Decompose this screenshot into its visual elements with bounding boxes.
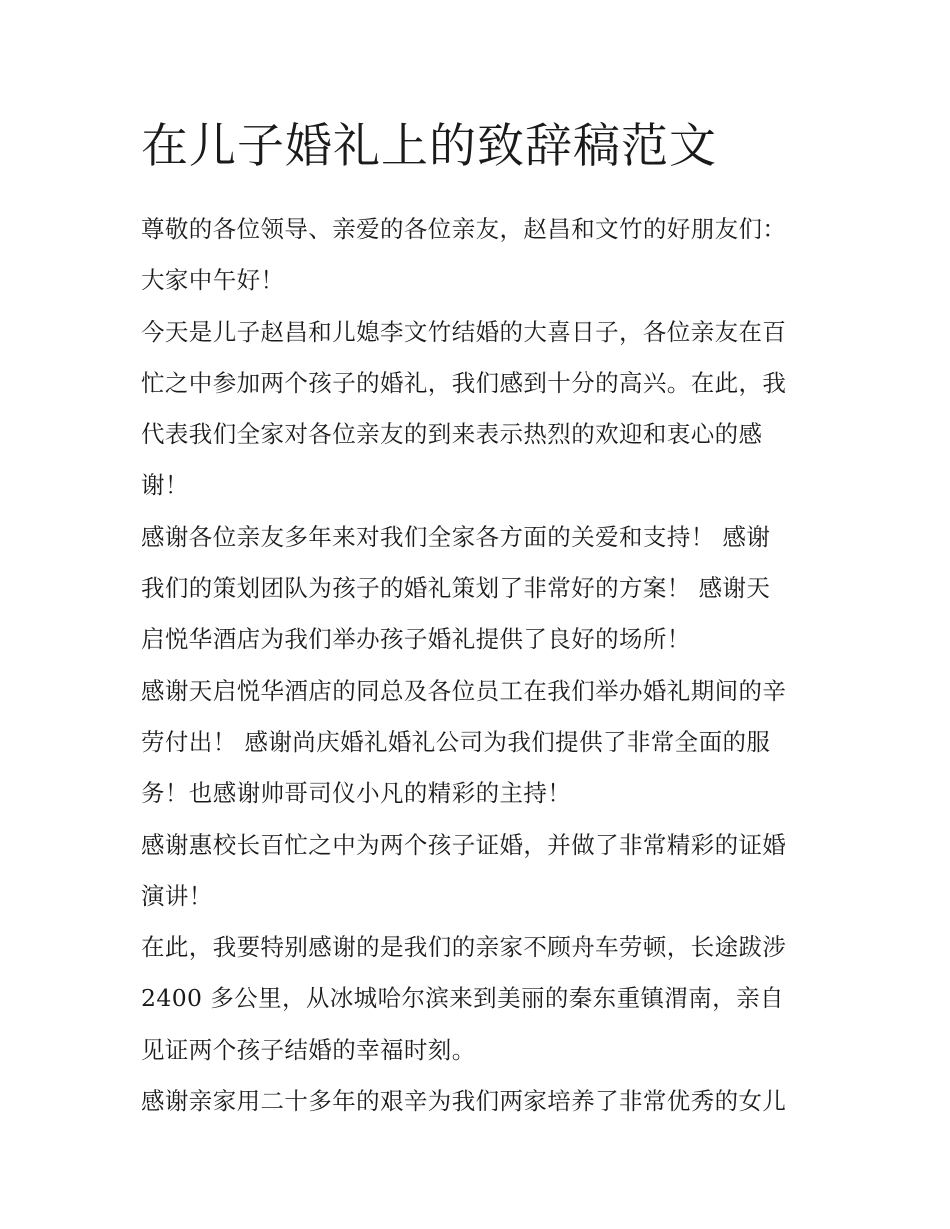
text-line: 见证两个孩子结婚的幸福时刻。: [141, 1035, 476, 1064]
text-line: 启悦华酒店为我们举办孩子婚礼提供了良好的场所！: [141, 625, 691, 654]
text-line: 今天是儿子赵昌和儿媳李文竹结婚的大喜日子，各位亲友在百: [141, 317, 787, 346]
text-line: 尊敬的各位领导、亲爱的各位亲友，赵昌和文竹的好朋友们：: [141, 215, 787, 243]
text-line: 忙之中参加两个孩子的婚礼，我们感到十分的高兴。在此，我: [141, 368, 787, 397]
text-line: 大家中午好！: [141, 266, 285, 295]
document-title: 在儿子婚礼上的致辞稿范文: [141, 119, 717, 174]
text-line: 劳付出！ 感谢尚庆婚礼婚礼公司为我们提供了非常全面的服: [141, 727, 771, 756]
text-line: 演讲！: [141, 881, 213, 910]
text-line: 感谢各位亲友多年来对我们全家各方面的关爱和支持！ 感谢: [141, 522, 771, 551]
text-line: 2400 多公里，从冰城哈尔滨来到美丽的秦东重镇渭南，亲自: [141, 984, 784, 1013]
text-line: 务！也感谢帅哥司仪小凡的精彩的主持！: [141, 779, 572, 808]
text-line: 在此，我要特别感谢的是我们的亲家不顾舟车劳顿，长途跋涉: [141, 933, 787, 962]
text-line: 我们的策划团队为孩子的婚礼策划了非常好的方案！ 感谢天: [141, 574, 771, 603]
text-line: 感谢天启悦华酒店的同总及各位员工在我们举办婚礼期间的辛: [141, 676, 787, 705]
text-line: 谢！: [141, 471, 189, 500]
text-line: 感谢惠校长百忙之中为两个孩子证婚，并做了非常精彩的证婚: [141, 830, 787, 859]
document-page: [141, 112, 821, 1127]
text-line: 感谢亲家用二十多年的艰辛为我们两家培养了非常优秀的女儿: [141, 1087, 787, 1116]
document-body: [141, 204, 821, 1127]
text-line: 代表我们全家对各位亲友的到来表示热烈的欢迎和衷心的感: [141, 420, 763, 449]
